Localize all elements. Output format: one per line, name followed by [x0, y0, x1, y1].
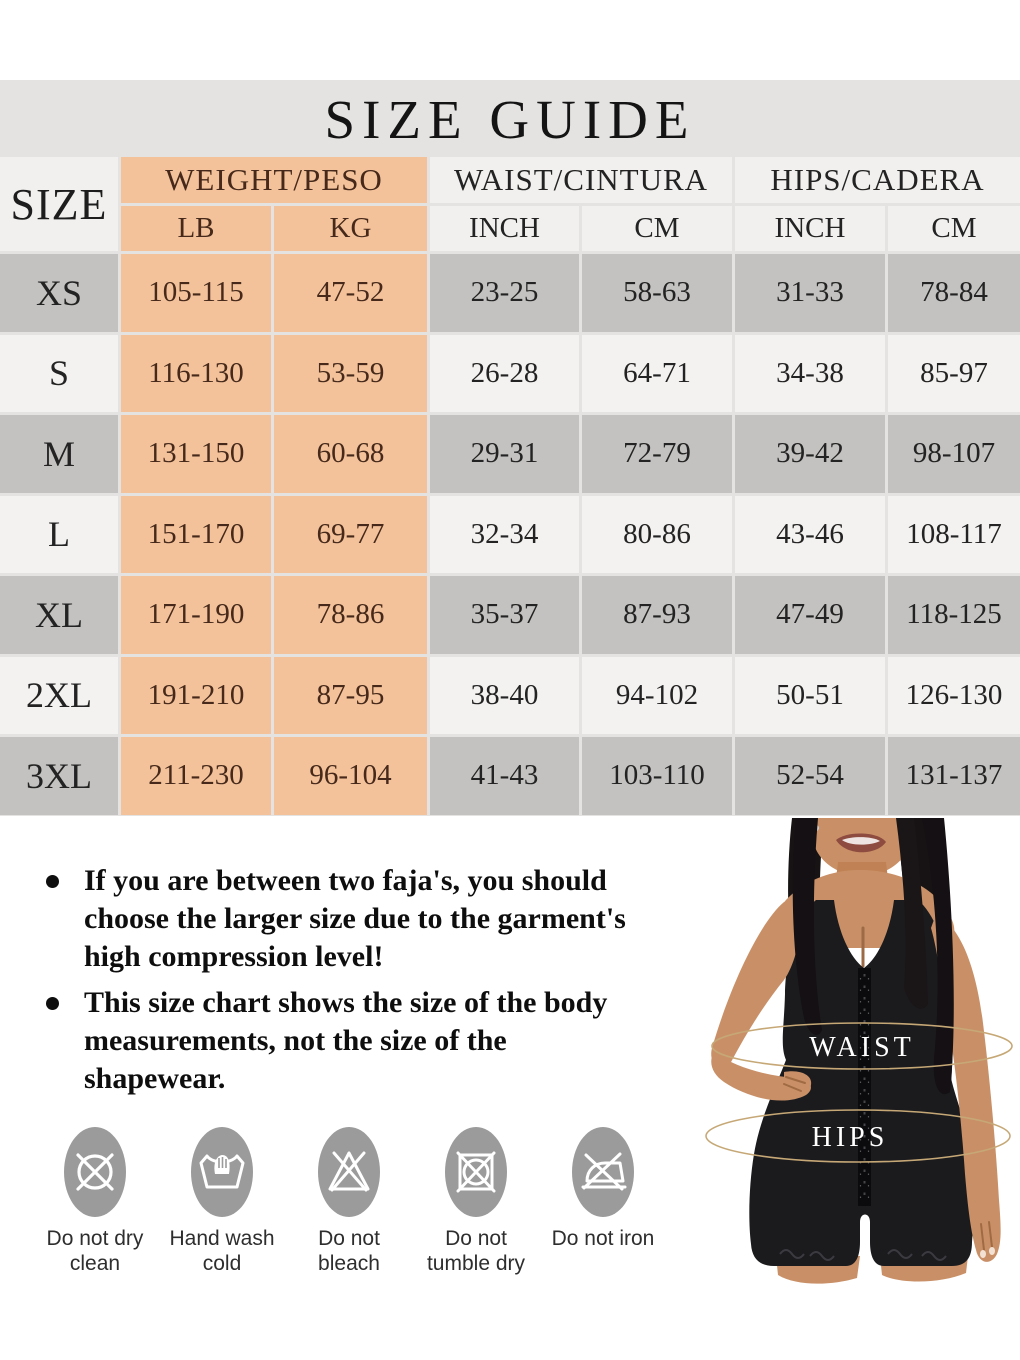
care-label: Do not tumble dry [426, 1227, 526, 1276]
row-3xl-waist-cm: 103-110 [582, 737, 732, 815]
care-label: Do not bleach [318, 1227, 380, 1276]
row-m-size: M [0, 415, 118, 493]
do-not-dry-clean-icon [63, 1126, 127, 1218]
row-3xl-waist-inch: 41-43 [430, 737, 579, 815]
row-xs-waist-cm: 58-63 [582, 254, 732, 332]
row-m-hips-inch: 39-42 [735, 415, 885, 493]
row-xl-waist-inch: 35-37 [430, 576, 579, 654]
row-3xl-hips-cm: 131-137 [888, 737, 1020, 815]
care-label: Do not iron [551, 1227, 655, 1250]
header-waist-inch: INCH [430, 206, 579, 251]
row-m-hips-cm: 98-107 [888, 415, 1020, 493]
row-xl-kg: 78-86 [274, 576, 427, 654]
bullet-icon [46, 875, 59, 888]
row-l-waist-cm: 80-86 [582, 496, 732, 574]
care-instructions-row [34, 1126, 664, 1276]
note-line: This size chart shows the size of the body [84, 986, 608, 1019]
row-2xl-waist-cm: 94-102 [582, 657, 732, 735]
row-2xl-size: 2XL [0, 657, 118, 735]
row-xl-hips-cm: 118-125 [888, 576, 1020, 654]
row-l-lb: 151-170 [121, 496, 271, 574]
note-line: choose the larger size due to the garment's [84, 902, 626, 935]
hand-wash-cold-icon [190, 1126, 254, 1218]
row-2xl-hips-inch: 50-51 [735, 657, 885, 735]
note-line: If you are between two faja's, you should [84, 864, 607, 897]
row-2xl-waist-inch: 38-40 [430, 657, 579, 735]
hips-label: HIPS [811, 1122, 889, 1153]
do-not-iron-icon [571, 1126, 635, 1218]
header-size: SIZE [0, 157, 118, 251]
row-m-waist-inch: 29-31 [430, 415, 579, 493]
note-sizing-advice [44, 862, 764, 976]
row-xl-size: XL [0, 576, 118, 654]
row-2xl-kg: 87-95 [274, 657, 427, 735]
care-item [542, 1126, 664, 1276]
note-line: high compression level! [84, 940, 384, 973]
waist-label: WAIST [809, 1032, 915, 1063]
row-2xl-hips-cm: 126-130 [888, 657, 1020, 735]
note-body-measurements [44, 984, 764, 1098]
do-not-tumble-dry-icon [444, 1126, 508, 1218]
header-hips-inch: INCH [735, 206, 885, 251]
header-weight-group: WEIGHT/PESO [121, 157, 427, 203]
row-l-hips-cm: 108-117 [888, 496, 1020, 574]
care-item [415, 1126, 537, 1276]
row-xs-lb: 105-115 [121, 254, 271, 332]
care-label: Hand wash cold [169, 1227, 275, 1276]
row-m-lb: 131-150 [121, 415, 271, 493]
row-l-size: L [0, 496, 118, 574]
row-m-waist-cm: 72-79 [582, 415, 732, 493]
header-waist-group: WAIST/CINTURA [430, 157, 732, 203]
note-line: measurements, not the size of the [84, 1024, 507, 1057]
row-l-waist-inch: 32-34 [430, 496, 579, 574]
size-table [0, 157, 1020, 815]
note-line: shapewear. [84, 1062, 226, 1095]
header-hips-group: HIPS/CADERA [735, 157, 1020, 203]
model-photo [700, 818, 1020, 1285]
care-item [161, 1126, 283, 1276]
row-s-hips-cm: 85-97 [888, 335, 1020, 413]
header-waist-cm: CM [582, 206, 732, 251]
row-xs-waist-inch: 23-25 [430, 254, 579, 332]
bullet-icon [46, 997, 59, 1010]
row-3xl-size: 3XL [0, 737, 118, 815]
row-3xl-kg: 96-104 [274, 737, 427, 815]
row-3xl-lb: 211-230 [121, 737, 271, 815]
care-item [288, 1126, 410, 1276]
row-s-hips-inch: 34-38 [735, 335, 885, 413]
row-s-kg: 53-59 [274, 335, 427, 413]
do-not-bleach-icon [317, 1126, 381, 1218]
row-l-kg: 69-77 [274, 496, 427, 574]
shapewear-model-illustration [700, 818, 1020, 1285]
row-s-size: S [0, 335, 118, 413]
row-l-hips-inch: 43-46 [735, 496, 885, 574]
row-xs-size: XS [0, 254, 118, 332]
row-m-kg: 60-68 [274, 415, 427, 493]
row-xs-hips-inch: 31-33 [735, 254, 885, 332]
row-xl-waist-cm: 87-93 [582, 576, 732, 654]
header-weight-kg: KG [274, 206, 427, 251]
care-label: Do not dry clean [46, 1227, 144, 1276]
row-3xl-hips-inch: 52-54 [735, 737, 885, 815]
row-s-waist-cm: 64-71 [582, 335, 732, 413]
care-item [34, 1126, 156, 1276]
row-xs-hips-cm: 78-84 [888, 254, 1020, 332]
header-hips-cm: CM [888, 206, 1020, 251]
row-xs-kg: 47-52 [274, 254, 427, 332]
row-s-waist-inch: 26-28 [430, 335, 579, 413]
page-title: SIZE GUIDE [324, 89, 696, 150]
header-weight-lb: LB [121, 206, 271, 251]
row-xl-hips-inch: 47-49 [735, 576, 885, 654]
row-s-lb: 116-130 [121, 335, 271, 413]
row-2xl-lb: 191-210 [121, 657, 271, 735]
row-xl-lb: 171-190 [121, 576, 271, 654]
